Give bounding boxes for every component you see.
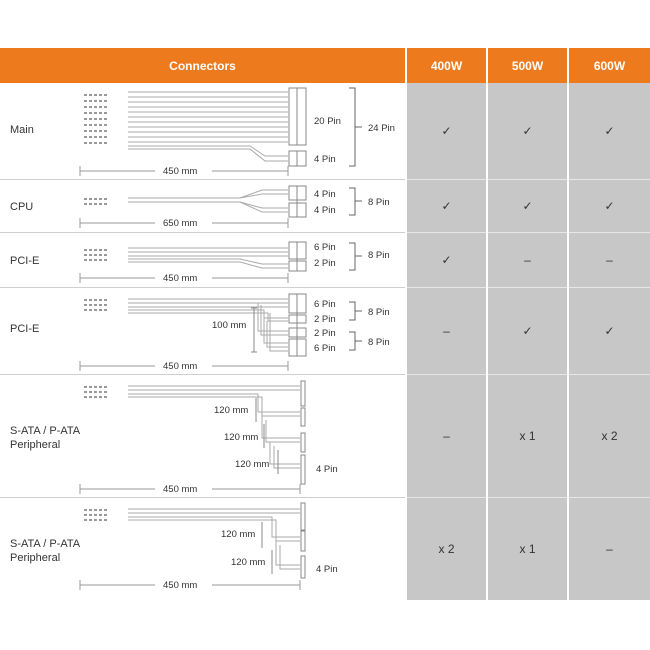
pin-label: 4 Pin bbox=[314, 205, 336, 216]
sata1-400w-value: – bbox=[407, 375, 486, 497]
branch-length-label: 120 mm bbox=[231, 557, 266, 568]
model-500w-header: 500W bbox=[488, 48, 567, 83]
sata1-500w-value: x 1 bbox=[488, 375, 567, 497]
row-label-line: Peripheral bbox=[10, 439, 61, 451]
pcie1-600w-value: – bbox=[569, 233, 650, 287]
pcie2-400w-value: – bbox=[407, 288, 486, 374]
pin-label: 4 Pin bbox=[314, 189, 336, 200]
main-500w-value: ✓ bbox=[488, 83, 567, 179]
pin-label: 6 Pin bbox=[314, 343, 336, 354]
connectors-header: Connectors bbox=[0, 48, 405, 83]
cable-diagrams bbox=[0, 48, 405, 600]
pin-label: 6 Pin bbox=[314, 242, 336, 253]
pcie1-400w-value: ✓ bbox=[407, 233, 486, 287]
pcie2-600w-value: ✓ bbox=[569, 288, 650, 374]
length-label: 450 mm bbox=[163, 166, 198, 177]
length-label: 450 mm bbox=[163, 273, 198, 284]
sata1-600w-value: x 2 bbox=[569, 375, 650, 497]
group-label: 8 Pin bbox=[368, 307, 390, 318]
group-label: 24 Pin bbox=[368, 123, 395, 134]
pin-label: 6 Pin bbox=[314, 299, 336, 310]
row-label-main: Main bbox=[10, 124, 34, 136]
sata-cable-diagram-2 bbox=[128, 503, 305, 578]
pin-label: 20 Pin bbox=[314, 116, 341, 127]
row-label-line: S-ATA / P-ATA bbox=[10, 538, 81, 550]
cpu-500w-value: ✓ bbox=[488, 180, 567, 232]
row-label-pcie-dual: PCI-E bbox=[10, 323, 40, 335]
length-label: 450 mm bbox=[163, 580, 198, 591]
pin-label: 2 Pin bbox=[314, 328, 336, 339]
branch-length-label: 120 mm bbox=[224, 432, 259, 443]
main-400w-value: ✓ bbox=[407, 83, 486, 179]
group-label: 8 Pin bbox=[368, 337, 390, 348]
group-label: 8 Pin bbox=[368, 197, 390, 208]
row-label-line: Peripheral bbox=[10, 552, 61, 564]
sata-cable-diagram-1 bbox=[128, 381, 305, 484]
pin-label: 2 Pin bbox=[314, 258, 336, 269]
row-label-cpu: CPU bbox=[10, 201, 34, 213]
model-400w-header: 400W bbox=[407, 48, 486, 83]
column-divider bbox=[567, 48, 569, 600]
pcie1-500w-value: – bbox=[488, 233, 567, 287]
branch-length-label: 120 mm bbox=[214, 405, 249, 416]
column-divider bbox=[486, 48, 488, 600]
length-label: 650 mm bbox=[163, 218, 198, 229]
sata2-600w-value: – bbox=[569, 498, 650, 600]
cpu-600w-value: ✓ bbox=[569, 180, 650, 232]
model-600w-header: 600W bbox=[569, 48, 650, 83]
pin-label: 4 Pin bbox=[314, 154, 336, 165]
sata2-400w-value: x 2 bbox=[407, 498, 486, 600]
cpu-400w-value: ✓ bbox=[407, 180, 486, 232]
group-label: 8 Pin bbox=[368, 250, 390, 261]
length-label: 450 mm bbox=[163, 361, 198, 372]
pcie2-500w-value: ✓ bbox=[488, 288, 567, 374]
pin-label: 2 Pin bbox=[314, 314, 336, 325]
branch-length-label: 120 mm bbox=[235, 459, 270, 470]
column-divider bbox=[405, 48, 407, 600]
pin-label: 4 Pin bbox=[316, 564, 338, 575]
pin-label: 4 Pin bbox=[316, 464, 338, 475]
row-label-pcie: PCI-E bbox=[10, 255, 40, 267]
row-label-line: S-ATA / P-ATA bbox=[10, 425, 81, 437]
length-label: 450 mm bbox=[163, 484, 198, 495]
main-600w-value: ✓ bbox=[569, 83, 650, 179]
branch-length-label: 100 mm bbox=[212, 320, 247, 331]
sata2-500w-value: x 1 bbox=[488, 498, 567, 600]
branch-length-label: 120 mm bbox=[221, 529, 256, 540]
